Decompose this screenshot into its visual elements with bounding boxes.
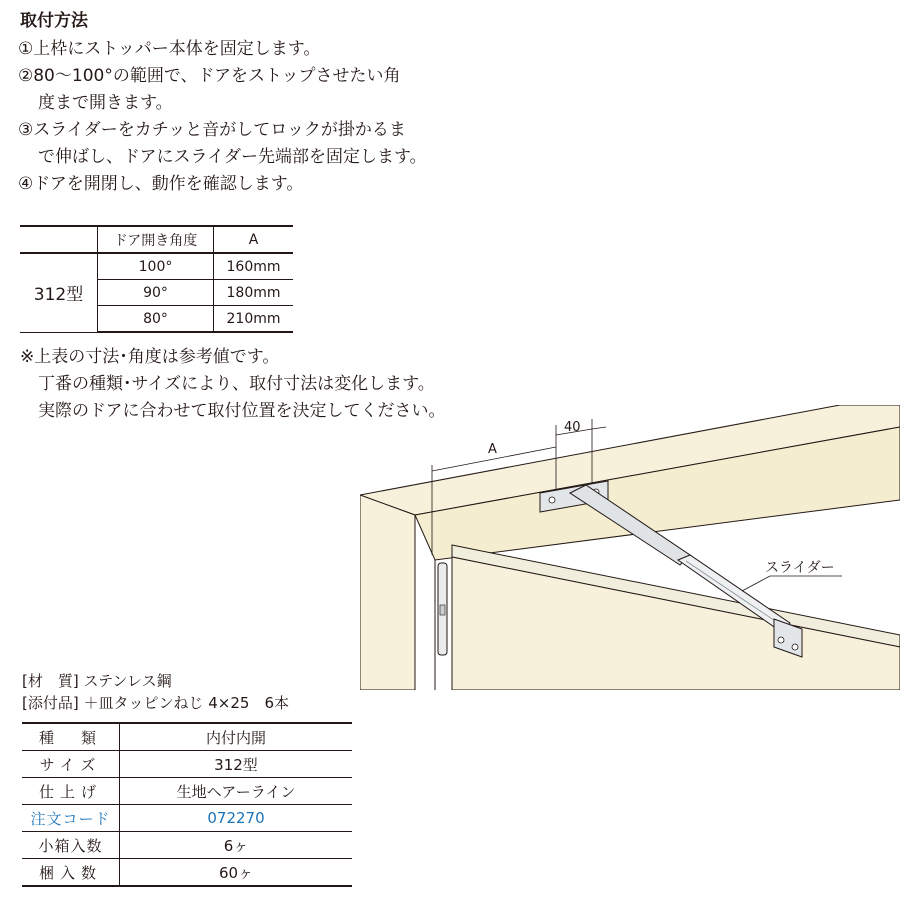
step-3-cont: で伸ばし、ドアにスライダー先端部を固定します。 — [38, 147, 427, 167]
header-a: A — [214, 226, 294, 253]
step-4: ④ドアを開閉し、動作を確認します。 — [18, 174, 304, 194]
spec-value: 生地ヘアーライン — [120, 778, 353, 805]
a-cell: 210mm — [214, 306, 294, 333]
table-row — [22, 832, 352, 859]
angle-table — [20, 225, 293, 333]
dim-label-40: 40 — [564, 420, 581, 435]
note-1: ※上表の寸法･角度は参考値です。 — [20, 347, 280, 367]
screw-hole — [549, 497, 555, 503]
a-cell: 180mm — [214, 280, 294, 306]
install-steps — [18, 36, 427, 198]
screw-hole — [778, 637, 784, 643]
model-cell: 312型 — [20, 253, 98, 332]
note-2: 丁番の種類･サイズにより、取付寸法は変化します。 — [38, 374, 435, 394]
angle-cell: 80° — [98, 306, 214, 333]
header-empty — [20, 226, 98, 253]
dim-label-a: A — [488, 442, 497, 457]
a-cell: 160mm — [214, 253, 294, 280]
accessory-line: [添付品] ＋皿タッピンねじ 4×25 6本 — [22, 694, 289, 712]
screw-hole — [792, 644, 798, 650]
table-row — [22, 778, 352, 805]
spec-value: 312型 — [120, 751, 353, 778]
spec-label: 仕上げ — [22, 778, 120, 805]
spec-table — [22, 722, 352, 887]
step-1: ①上枠にストッパー本体を固定します。 — [18, 39, 321, 59]
table-row — [20, 253, 293, 280]
spec-label: サイズ — [22, 751, 120, 778]
order-code-value: 072270 — [120, 805, 353, 832]
table-row — [22, 723, 352, 751]
installation-diagram — [360, 405, 900, 690]
spec-label: 梱入数 — [22, 859, 120, 887]
table-row — [22, 805, 352, 832]
spec-value: 6ヶ — [120, 832, 353, 859]
angle-table-header — [20, 226, 293, 253]
dim-line-40-ext — [592, 427, 606, 429]
material-line: [材 質] ステンレス鋼 — [22, 672, 172, 690]
spec-value: 内付内開 — [120, 723, 353, 751]
page-title: 取付方法 — [20, 11, 88, 31]
table-row — [22, 751, 352, 778]
note-3: 実際のドアに合わせて取付位置を決定してください。 — [38, 401, 446, 421]
hinge-pin — [440, 605, 445, 615]
frame-side-post — [360, 495, 415, 690]
angle-cell: 90° — [98, 280, 214, 306]
slider-label: スライダー — [765, 560, 835, 576]
step-3: ③スライダーをカチッと音がしてロックが掛かるま — [18, 120, 406, 140]
material-info — [22, 670, 289, 714]
angle-cell: 100° — [98, 253, 214, 280]
header-angle: ドア開き角度 — [98, 226, 214, 253]
spec-value: 60ヶ — [120, 859, 353, 887]
spec-label: 小箱入数 — [22, 832, 120, 859]
step-2: ②80～100°の範囲で、ドアをストップさせたい角 — [18, 66, 401, 86]
table-row — [22, 859, 352, 887]
order-code-label: 注文コード — [22, 805, 120, 832]
slider-leader — [742, 576, 770, 591]
step-2-cont: 度まで開きます。 — [38, 93, 173, 113]
spec-label: 種 類 — [22, 723, 120, 751]
